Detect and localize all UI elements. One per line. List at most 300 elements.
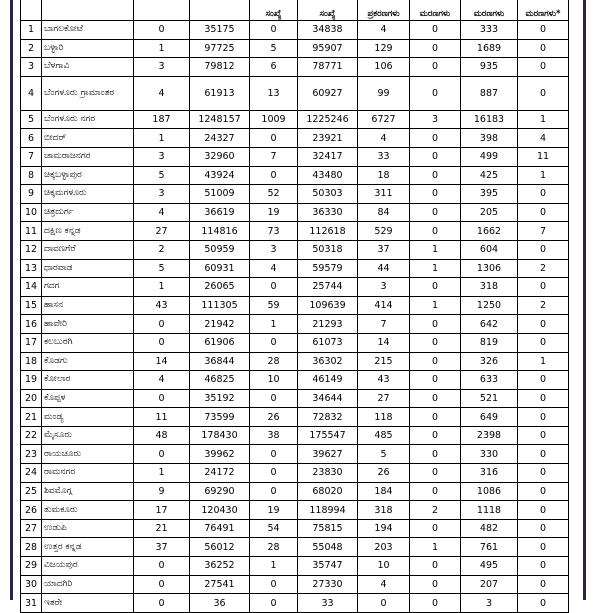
table-cell-col-9: 761 [461, 538, 518, 557]
table-cell-row-number: 12 [21, 240, 42, 259]
table-cell-col-7: 37 [358, 240, 410, 259]
table-cell-col-6: 109639 [298, 296, 358, 315]
table-cell-district-name: ಯಾದಗಿರಿ [42, 575, 134, 594]
table-cell-district-name: ಚಾಮರಾಜನಗರ [42, 147, 134, 166]
table-cell-col-10: 7 [518, 222, 569, 241]
table-cell-col-10: 0 [518, 557, 569, 576]
table-cell-col-3: 1 [134, 278, 190, 297]
table-cell-row-number: 6 [21, 129, 42, 148]
table-cell-col-8: 0 [410, 58, 461, 77]
table-cell-col-4: 120430 [190, 501, 250, 520]
table-cell-col-7: 4 [358, 575, 410, 594]
table-cell-row-number: 17 [21, 333, 42, 352]
table-cell-col-5: 0 [250, 333, 298, 352]
table-cell-col-8: 0 [410, 575, 461, 594]
table-cell-col-7: 184 [358, 482, 410, 501]
table-cell-col-3: 21 [134, 519, 190, 538]
table-cell-col-7: 7 [358, 315, 410, 334]
district-statistics-table [20, 0, 569, 613]
table-cell-col-8: 0 [410, 333, 461, 352]
table-cell-col-9: 633 [461, 371, 518, 390]
table-cell-col-5: 13 [250, 76, 298, 110]
table-cell-col-7: 6727 [358, 110, 410, 129]
table-cell-col-10: 0 [518, 538, 569, 557]
table-cell-col-4: 35192 [190, 389, 250, 408]
table-cell-col-9: 819 [461, 333, 518, 352]
table-cell-col-5: 6 [250, 58, 298, 77]
table-cell-col-7: 18 [358, 166, 410, 185]
table-cell-col-3: 4 [134, 76, 190, 110]
table-cell-col-9: 1662 [461, 222, 518, 241]
table-cell-col-6: 175547 [298, 426, 358, 445]
table-cell-col-10: 2 [518, 259, 569, 278]
table-row [21, 129, 569, 148]
table-cell-col-4: 32960 [190, 147, 250, 166]
table-cell-district-name: ಬೀದರ್ [42, 129, 134, 148]
table-row [21, 482, 569, 501]
table-cell-col-3: 27 [134, 222, 190, 241]
table-cell-col-9: 316 [461, 464, 518, 483]
table-cell-col-9: 649 [461, 408, 518, 427]
table-cell-col-5: 26 [250, 408, 298, 427]
table-cell-col-9: 395 [461, 185, 518, 204]
table-cell-col-7: 414 [358, 296, 410, 315]
table-cell-row-number: 9 [21, 185, 42, 204]
table-cell-col-3: 5 [134, 166, 190, 185]
table-cell-col-8: 0 [410, 445, 461, 464]
table-row [21, 76, 569, 110]
table-cell-col-4: 97725 [190, 39, 250, 58]
table-cell-col-6: 55048 [298, 538, 358, 557]
table-cell-col-6: 43480 [298, 166, 358, 185]
table-cell-col-10: 0 [518, 371, 569, 390]
table-cell-col-5: 0 [250, 482, 298, 501]
table-cell-col-3: 0 [134, 557, 190, 576]
table-cell-col-9: 318 [461, 278, 518, 297]
table-cell-col-6: 59579 [298, 259, 358, 278]
table-cell-district-name: ಶಿವಮೊಗ್ಗ [42, 482, 134, 501]
table-cell-col-10: 0 [518, 333, 569, 352]
table-cell-district-name: ಉತ್ತರ ಕನ್ನಡ [42, 538, 134, 557]
table-cell-row-number: 20 [21, 389, 42, 408]
table-cell-col-9: 935 [461, 58, 518, 77]
table-cell-district-name: ಚಿಕ್ಕಬಳ್ಳಾಪುರ [42, 166, 134, 185]
table-cell-col-3: 187 [134, 110, 190, 129]
table-cell-col-7: 4 [358, 129, 410, 148]
table-row [21, 519, 569, 538]
header-cell: ಮರಣಗಳು [410, 0, 461, 21]
table-cell-row-number: 10 [21, 203, 42, 222]
table-cell-col-9: 333 [461, 21, 518, 40]
table-cell-row-number: 13 [21, 259, 42, 278]
header-cell: ಮರಣಗಳು* [518, 0, 569, 21]
table-cell-district-name: ತುಮಕೂರು [42, 501, 134, 520]
table-cell-row-number: 30 [21, 575, 42, 594]
table-cell-col-5: 7 [250, 147, 298, 166]
table-cell-col-7: 10 [358, 557, 410, 576]
table-cell-col-10: 0 [518, 185, 569, 204]
page-border-left [10, 0, 13, 600]
header-cell [134, 0, 190, 21]
table-cell-col-4: 24172 [190, 464, 250, 483]
table-cell-district-name: ಬಳ್ಳಾರಿ [42, 39, 134, 58]
table-cell-row-number: 25 [21, 482, 42, 501]
table-cell-row-number: 31 [21, 594, 42, 613]
table-cell-district-name: ಕೊಪ್ಪಳ [42, 389, 134, 408]
table-cell-col-10: 0 [518, 519, 569, 538]
table-cell-row-number: 14 [21, 278, 42, 297]
table-cell-district-name: ದಾವಣಗೆರೆ [42, 240, 134, 259]
table-row [21, 259, 569, 278]
table-cell-row-number: 18 [21, 352, 42, 371]
table-cell-col-4: 61906 [190, 333, 250, 352]
table-cell-col-5: 1 [250, 315, 298, 334]
table-cell-row-number: 1 [21, 21, 42, 40]
table-cell-col-10: 0 [518, 501, 569, 520]
table-cell-col-5: 10 [250, 371, 298, 390]
table-cell-col-7: 203 [358, 538, 410, 557]
table-row [21, 21, 569, 40]
table-cell-col-9: 330 [461, 445, 518, 464]
table-cell-col-3: 0 [134, 575, 190, 594]
table-row [21, 594, 569, 613]
table-cell-col-3: 4 [134, 371, 190, 390]
table-cell-col-9: 207 [461, 575, 518, 594]
table-row [21, 110, 569, 129]
table-cell-col-6: 34644 [298, 389, 358, 408]
table-cell-col-5: 3 [250, 240, 298, 259]
table-cell-col-6: 34838 [298, 21, 358, 40]
table-cell-district-name: ಬಾಗಲಕೋಟೆ [42, 21, 134, 40]
table-cell-row-number: 2 [21, 39, 42, 58]
table-cell-col-4: 69290 [190, 482, 250, 501]
table-cell-col-8: 1 [410, 240, 461, 259]
table-row [21, 501, 569, 520]
table-cell-col-4: 61913 [190, 76, 250, 110]
table-cell-col-10: 1 [518, 166, 569, 185]
table-cell-col-4: 46825 [190, 371, 250, 390]
table-cell-col-8: 3 [410, 110, 461, 129]
table-cell-col-10: 0 [518, 240, 569, 259]
table-row [21, 464, 569, 483]
table-cell-col-3: 43 [134, 296, 190, 315]
table-cell-col-10: 11 [518, 147, 569, 166]
table-cell-col-8: 0 [410, 464, 461, 483]
table-row [21, 147, 569, 166]
table-cell-col-4: 36 [190, 594, 250, 613]
table-cell-col-9: 1250 [461, 296, 518, 315]
page-border-right [583, 0, 586, 600]
table-cell-col-4: 21942 [190, 315, 250, 334]
table-cell-col-7: 106 [358, 58, 410, 77]
table-cell-col-9: 3 [461, 594, 518, 613]
table-cell-col-3: 14 [134, 352, 190, 371]
table-cell-col-3: 3 [134, 147, 190, 166]
table-cell-col-5: 19 [250, 501, 298, 520]
table-cell-col-9: 604 [461, 240, 518, 259]
table-row [21, 426, 569, 445]
table-cell-col-7: 129 [358, 39, 410, 58]
table-cell-row-number: 27 [21, 519, 42, 538]
table-cell-col-4: 79812 [190, 58, 250, 77]
table-cell-col-5: 28 [250, 538, 298, 557]
table-cell-col-5: 0 [250, 21, 298, 40]
table-cell-row-number: 21 [21, 408, 42, 427]
table-cell-col-5: 19 [250, 203, 298, 222]
table-cell-district-name: ಚಿತ್ರದುರ್ಗ [42, 203, 134, 222]
table-cell-col-3: 0 [134, 594, 190, 613]
table-cell-col-4: 39962 [190, 445, 250, 464]
table-cell-col-10: 2 [518, 296, 569, 315]
table-cell-col-9: 521 [461, 389, 518, 408]
table-cell-col-5: 59 [250, 296, 298, 315]
table-cell-col-10: 0 [518, 408, 569, 427]
table-cell-col-9: 1118 [461, 501, 518, 520]
table-cell-col-5: 38 [250, 426, 298, 445]
table-cell-col-5: 0 [250, 278, 298, 297]
table-cell-district-name: ದಕ್ಷಿಣ ಕನ್ನಡ [42, 222, 134, 241]
table-cell-col-8: 0 [410, 21, 461, 40]
table-cell-district-name: ಹಾವೇರಿ [42, 315, 134, 334]
table-row [21, 575, 569, 594]
table-cell-col-4: 60931 [190, 259, 250, 278]
table-row [21, 185, 569, 204]
table-cell-col-9: 1306 [461, 259, 518, 278]
table-cell-col-3: 0 [134, 389, 190, 408]
table-cell-col-6: 1225246 [298, 110, 358, 129]
table-row [21, 389, 569, 408]
header-cell: ಪ್ರಕರಣಗಳು [358, 0, 410, 21]
table-cell-row-number: 5 [21, 110, 42, 129]
table-row [21, 203, 569, 222]
table-cell-col-10: 0 [518, 389, 569, 408]
table-cell-col-8: 0 [410, 222, 461, 241]
table-cell-col-10: 0 [518, 575, 569, 594]
table-cell-col-7: 3 [358, 278, 410, 297]
table-cell-col-10: 0 [518, 21, 569, 40]
table-cell-col-4: 50959 [190, 240, 250, 259]
table-cell-col-7: 311 [358, 185, 410, 204]
table-cell-col-6: 23921 [298, 129, 358, 148]
table-cell-col-4: 35175 [190, 21, 250, 40]
table-cell-col-3: 1 [134, 39, 190, 58]
table-cell-col-7: 485 [358, 426, 410, 445]
table-row [21, 296, 569, 315]
table-cell-col-10: 4 [518, 129, 569, 148]
table-cell-col-7: 0 [358, 594, 410, 613]
table-cell-col-5: 0 [250, 594, 298, 613]
table-cell-col-6: 39627 [298, 445, 358, 464]
table-cell-row-number: 7 [21, 147, 42, 166]
table-cell-col-8: 0 [410, 203, 461, 222]
table-cell-col-10: 0 [518, 39, 569, 58]
table-cell-col-6: 61073 [298, 333, 358, 352]
table-cell-col-5: 0 [250, 129, 298, 148]
table-cell-col-8: 0 [410, 426, 461, 445]
table-cell-col-4: 43924 [190, 166, 250, 185]
table-cell-col-5: 1009 [250, 110, 298, 129]
table-cell-col-4: 73599 [190, 408, 250, 427]
table-cell-col-6: 72832 [298, 408, 358, 427]
table-row [21, 352, 569, 371]
table-cell-col-3: 9 [134, 482, 190, 501]
table-cell-col-9: 482 [461, 519, 518, 538]
table-row [21, 538, 569, 557]
table-cell-col-4: 24327 [190, 129, 250, 148]
table-cell-col-6: 32417 [298, 147, 358, 166]
table-cell-col-7: 44 [358, 259, 410, 278]
table-cell-col-7: 43 [358, 371, 410, 390]
table-cell-district-name: ಕೊಡಗು [42, 352, 134, 371]
table-row [21, 333, 569, 352]
table-cell-col-4: 56012 [190, 538, 250, 557]
table-cell-col-6: 21293 [298, 315, 358, 334]
table-cell-row-number: 4 [21, 76, 42, 110]
table-cell-col-6: 46149 [298, 371, 358, 390]
table-cell-row-number: 11 [21, 222, 42, 241]
table-cell-col-5: 5 [250, 39, 298, 58]
table-cell-col-4: 111305 [190, 296, 250, 315]
table-cell-col-6: 33 [298, 594, 358, 613]
table-cell-col-9: 1086 [461, 482, 518, 501]
table-cell-district-name: ಉಡುಪಿ [42, 519, 134, 538]
table-cell-district-name: ಗದಗ [42, 278, 134, 297]
table-cell-row-number: 26 [21, 501, 42, 520]
table-cell-col-10: 0 [518, 315, 569, 334]
table-cell-col-7: 4 [358, 21, 410, 40]
table-cell-district-name: ರಾಮನಗರ [42, 464, 134, 483]
table-cell-row-number: 3 [21, 58, 42, 77]
table-cell-col-7: 5 [358, 445, 410, 464]
table-cell-col-9: 2398 [461, 426, 518, 445]
table-cell-col-6: 25744 [298, 278, 358, 297]
table-cell-col-3: 1 [134, 129, 190, 148]
table-cell-col-3: 1 [134, 464, 190, 483]
table-row [21, 278, 569, 297]
table-cell-col-6: 35747 [298, 557, 358, 576]
table-cell-col-3: 3 [134, 58, 190, 77]
table-row [21, 557, 569, 576]
table-cell-district-name: ಕಲಬುರಗಿ [42, 333, 134, 352]
table-row [21, 222, 569, 241]
table-cell-col-10: 0 [518, 426, 569, 445]
table-cell-col-9: 425 [461, 166, 518, 185]
table-cell-col-8: 0 [410, 594, 461, 613]
table-cell-col-7: 27 [358, 389, 410, 408]
table-cell-col-8: 0 [410, 352, 461, 371]
table-cell-col-8: 0 [410, 147, 461, 166]
table-cell-col-6: 78771 [298, 58, 358, 77]
table-cell-col-5: 28 [250, 352, 298, 371]
table-cell-col-5: 0 [250, 445, 298, 464]
table-row [21, 39, 569, 58]
header-cell: ಸಂಖ್ಯೆ [250, 0, 298, 21]
table-cell-district-name: ಮೈಸೂರು [42, 426, 134, 445]
table-cell-col-8: 0 [410, 408, 461, 427]
table-cell-district-name: ಬೆಳಗಾವಿ [42, 58, 134, 77]
table-cell-col-7: 215 [358, 352, 410, 371]
table-cell-col-10: 0 [518, 278, 569, 297]
table-cell-col-3: 11 [134, 408, 190, 427]
table-row [21, 315, 569, 334]
table-cell-district-name: ಮಂಡ್ಯ [42, 408, 134, 427]
table-cell-col-4: 76491 [190, 519, 250, 538]
table-cell-col-3: 17 [134, 501, 190, 520]
table-cell-col-8: 1 [410, 538, 461, 557]
table-cell-col-6: 95907 [298, 39, 358, 58]
table-cell-row-number: 29 [21, 557, 42, 576]
table-cell-district-name: ಇತರೇ [42, 594, 134, 613]
table-cell-row-number: 24 [21, 464, 42, 483]
table-cell-col-6: 36330 [298, 203, 358, 222]
table-cell-col-3: 3 [134, 185, 190, 204]
table-cell-col-7: 118 [358, 408, 410, 427]
table-cell-col-10: 0 [518, 445, 569, 464]
table-cell-col-10: 0 [518, 464, 569, 483]
table-cell-col-4: 114816 [190, 222, 250, 241]
table-cell-col-10: 0 [518, 203, 569, 222]
header-cell [42, 0, 134, 21]
table-cell-col-3: 0 [134, 445, 190, 464]
table-cell-col-5: 0 [250, 575, 298, 594]
table-cell-row-number: 16 [21, 315, 42, 334]
table-cell-col-5: 1 [250, 557, 298, 576]
table-cell-row-number: 15 [21, 296, 42, 315]
table-cell-col-6: 50303 [298, 185, 358, 204]
table-cell-row-number: 8 [21, 166, 42, 185]
table-cell-col-7: 26 [358, 464, 410, 483]
table-cell-row-number: 22 [21, 426, 42, 445]
table-cell-col-8: 0 [410, 389, 461, 408]
table-cell-col-8: 0 [410, 315, 461, 334]
table-cell-col-7: 33 [358, 147, 410, 166]
table-cell-col-5: 4 [250, 259, 298, 278]
table-cell-col-7: 84 [358, 203, 410, 222]
table-cell-col-4: 26065 [190, 278, 250, 297]
table-cell-col-4: 51009 [190, 185, 250, 204]
table-cell-col-8: 0 [410, 519, 461, 538]
table-row [21, 371, 569, 390]
table-cell-col-3: 2 [134, 240, 190, 259]
table-cell-col-10: 1 [518, 110, 569, 129]
table-cell-district-name: ವಿಜಯಪುರ [42, 557, 134, 576]
table-cell-col-3: 5 [134, 259, 190, 278]
table-cell-col-3: 0 [134, 21, 190, 40]
table-cell-district-name: ಧಾರವಾಡ [42, 259, 134, 278]
table-cell-district-name: ಕೋಲಾರ [42, 371, 134, 390]
table-cell-col-5: 52 [250, 185, 298, 204]
table-cell-col-9: 1689 [461, 39, 518, 58]
table-cell-col-6: 36302 [298, 352, 358, 371]
table-cell-col-9: 499 [461, 147, 518, 166]
table-cell-col-6: 60927 [298, 76, 358, 110]
table-row [21, 240, 569, 259]
table-cell-col-4: 36619 [190, 203, 250, 222]
table-cell-col-8: 0 [410, 129, 461, 148]
table-cell-col-6: 27330 [298, 575, 358, 594]
table-cell-col-7: 529 [358, 222, 410, 241]
table-cell-col-8: 0 [410, 371, 461, 390]
table-cell-col-4: 27541 [190, 575, 250, 594]
table-cell-col-10: 1 [518, 352, 569, 371]
header-cell: ಮರಣಗಳು [461, 0, 518, 21]
table-cell-col-8: 0 [410, 278, 461, 297]
table-cell-col-6: 75815 [298, 519, 358, 538]
table-row [21, 166, 569, 185]
table-cell-district-name: ಬೆಂಗಳೂರು ನಗರ [42, 110, 134, 129]
table-cell-col-10: 0 [518, 482, 569, 501]
table-cell-col-5: 73 [250, 222, 298, 241]
